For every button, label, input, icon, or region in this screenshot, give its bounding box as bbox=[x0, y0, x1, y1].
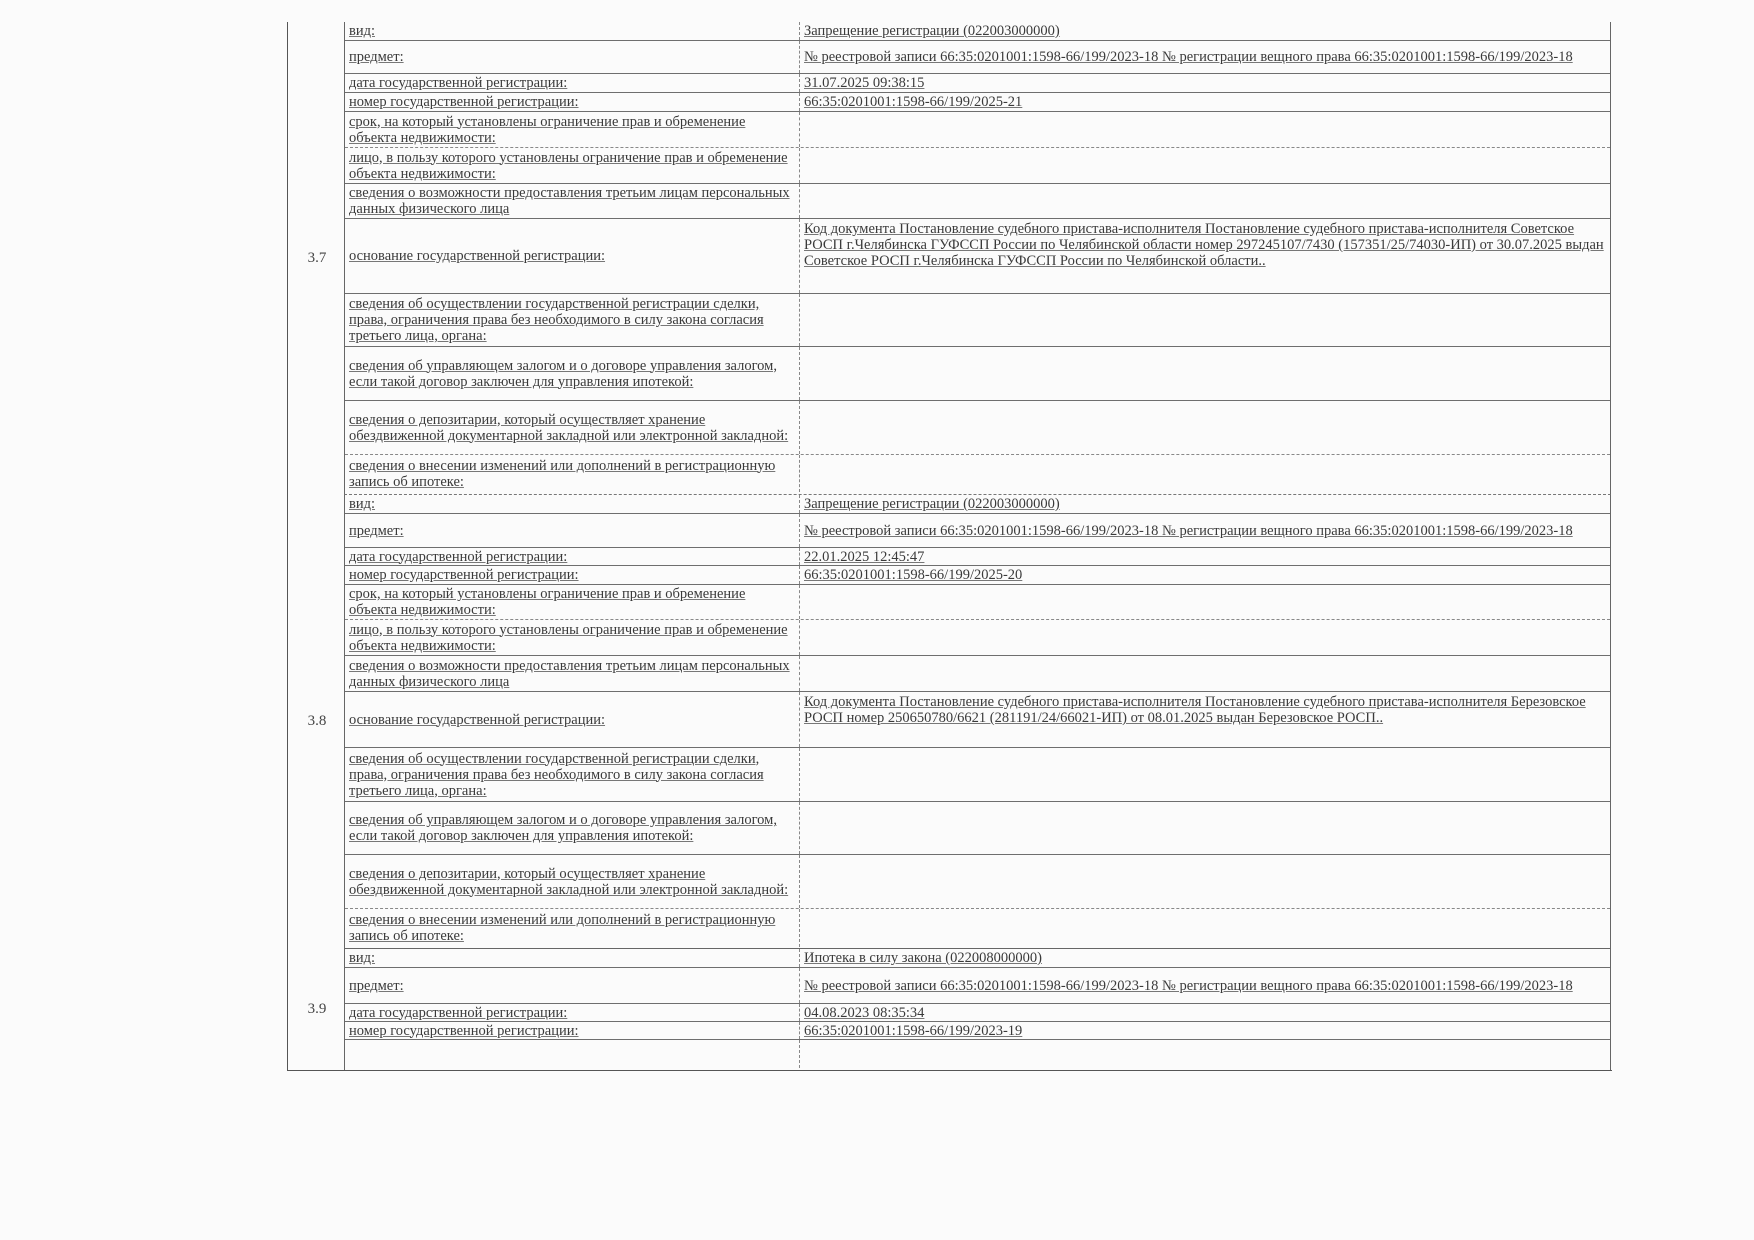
field-label: сведения о депозитарии, который осуществляет хранение обездвиженной документарной закладной или электронной закладной: bbox=[345, 855, 800, 908]
section-number: 3.8 bbox=[307, 713, 327, 729]
field-value: 66:35:0201001:1598-66/199/2025-21 bbox=[804, 94, 1023, 110]
field-label: сведения об осуществлении государственной регистрации сделки, права, ограничения права без необходимого в силу закона согласия третьего лица, органа: bbox=[345, 748, 800, 801]
field-label: сведения о возможности предоставления третьим лицам персональных данных физического лица bbox=[345, 184, 800, 218]
field-label: сведения об управляющем залогом и о договоре управления залогом, если такой договор заключен для управления ипотекой: bbox=[345, 802, 800, 854]
field-value: Запрещение регистрации (022003000000) bbox=[804, 496, 1060, 512]
field-value bbox=[800, 347, 1610, 400]
field-value bbox=[800, 748, 1610, 801]
field-label: дата государственной регистрации: bbox=[345, 1004, 800, 1021]
row-litso bbox=[345, 620, 1610, 656]
field-label: сведения об управляющем залогом и о договоре управления залогом, если такой договор заключен для управления ипотекой: bbox=[345, 347, 800, 400]
row-predmet bbox=[345, 968, 1610, 1004]
row-srok bbox=[345, 585, 1610, 620]
field-label: вид: bbox=[345, 495, 800, 513]
field-label: предмет: bbox=[345, 968, 800, 1003]
field-label: предмет: bbox=[345, 41, 800, 73]
row-date bbox=[345, 74, 1610, 93]
field-label: сведения о внесении изменений или дополнений в регистрационную запись об ипотеке: bbox=[345, 909, 800, 947]
row-osnovanie bbox=[345, 219, 1610, 294]
field-label: лицо, в пользу которого установлены ограничение прав и обременение объекта недвижимости: bbox=[345, 148, 800, 183]
row-soglasie bbox=[345, 294, 1610, 347]
field-label: дата государственной регистрации: bbox=[345, 74, 800, 92]
field-value bbox=[800, 855, 1610, 908]
row-predmet bbox=[345, 41, 1610, 74]
field-value bbox=[800, 401, 1610, 454]
field-label: сведения о депозитарии, который осуществляет хранение обездвиженной документарной закладной или электронной закладной: bbox=[345, 401, 800, 454]
field-value bbox=[800, 294, 1610, 346]
field-value: № реестровой записи 66:35:0201001:1598-66/199/2023-18 № регистрации вещного права 66:35:0201001:1598-66/199/2023-18 bbox=[804, 522, 1573, 539]
row-litso bbox=[345, 148, 1610, 184]
row-osnovanie bbox=[345, 692, 1610, 748]
row-predmet bbox=[345, 514, 1610, 548]
field-value: Код документа Постановление судебного пристава-исполнителя Постановление судебного пристава-исполнителя Советское РОСП г.Челябинска ГУФССП России по Челябинской области номер 297245107/7430 (157351/25/74030-ИП) от 30.07.2025 выдан Советское РОСП г.Челябинска ГУФССП России по Челябинской области.. bbox=[804, 221, 1604, 269]
row-vid bbox=[345, 495, 1610, 514]
field-label: срок, на который установлены ограничение прав и обременение объекта недвижимости: bbox=[345, 112, 800, 147]
field-label: срок, на который установлены ограничение прав и обременение объекта недвижимости: bbox=[345, 585, 800, 619]
field-label: основание государственной регистрации: bbox=[345, 219, 800, 293]
row-number bbox=[345, 566, 1610, 585]
extract-document bbox=[287, 22, 1612, 1071]
row-vid bbox=[345, 949, 1610, 968]
field-value bbox=[800, 656, 1610, 691]
field-value bbox=[800, 585, 1610, 619]
section-number: 3.9 bbox=[307, 1001, 327, 1017]
field-label: вид: bbox=[345, 949, 800, 967]
field-label: предмет: bbox=[345, 514, 800, 547]
field-label: сведения об осуществлении государственной регистрации сделки, права, ограничения права без необходимого в силу закона согласия третьего лица, органа: bbox=[345, 294, 800, 346]
section-3-8 bbox=[307, 494, 1611, 948]
row-empty bbox=[345, 1040, 1610, 1068]
field-value: 31.07.2025 09:38:15 bbox=[804, 75, 925, 91]
field-value: № реестровой записи 66:35:0201001:1598-66/199/2023-18 № регистрации вещного права 66:35:0201001:1598-66/199/2023-18 bbox=[804, 977, 1573, 994]
row-date bbox=[345, 1004, 1610, 1022]
field-value: 04.08.2023 08:35:34 bbox=[804, 1004, 925, 1021]
row-srok bbox=[345, 112, 1610, 148]
field-value: 22.01.2025 12:45:47 bbox=[804, 548, 925, 565]
section-number: 3.7 bbox=[307, 249, 327, 266]
row-depozitariy bbox=[345, 401, 1610, 455]
section-3-9 bbox=[307, 948, 1611, 1070]
field-label bbox=[345, 1040, 800, 1068]
row-izmeneniya bbox=[345, 455, 1610, 492]
field-label: номер государственной регистрации: bbox=[345, 1022, 800, 1039]
row-personal-data bbox=[345, 656, 1610, 692]
row-vid bbox=[345, 22, 1610, 41]
row-date bbox=[345, 548, 1610, 566]
field-value: 66:35:0201001:1598-66/199/2025-20 bbox=[804, 567, 1023, 583]
field-value bbox=[800, 620, 1610, 655]
field-value bbox=[800, 112, 1610, 147]
field-value: Ипотека в силу закона (022008000000) bbox=[804, 950, 1042, 966]
field-value bbox=[800, 909, 1610, 947]
field-value: № реестровой записи 66:35:0201001:1598-66/199/2023-18 № регистрации вещного права 66:35:0201001:1598-66/199/2023-18 bbox=[804, 49, 1573, 65]
section-3-7 bbox=[307, 22, 1611, 494]
field-label: сведения о внесении изменений или дополнений в регистрационную запись об ипотеке: bbox=[345, 455, 800, 492]
field-value: Запрещение регистрации (022003000000) bbox=[804, 23, 1060, 39]
field-value bbox=[800, 184, 1610, 218]
field-label: дата государственной регистрации: bbox=[345, 548, 800, 565]
row-personal-data bbox=[345, 184, 1610, 219]
field-label: основание государственной регистрации: bbox=[345, 692, 800, 747]
field-value bbox=[800, 802, 1610, 854]
row-izmeneniya bbox=[345, 909, 1610, 947]
row-depozitariy bbox=[345, 855, 1610, 909]
field-label: номер государственной регистрации: bbox=[345, 93, 800, 111]
field-label: лицо, в пользу которого установлены ограничение прав и обременение объекта недвижимости: bbox=[345, 620, 800, 655]
row-upravlyayushchiy bbox=[345, 802, 1610, 855]
field-value bbox=[800, 1040, 1610, 1068]
row-upravlyayushchiy bbox=[345, 347, 1610, 401]
row-number bbox=[345, 1022, 1610, 1040]
field-value bbox=[800, 455, 1610, 492]
row-number bbox=[345, 93, 1610, 112]
row-soglasie bbox=[345, 748, 1610, 802]
field-label: сведения о возможности предоставления третьим лицам персональных данных физического лица bbox=[345, 656, 800, 691]
field-label: номер государственной регистрации: bbox=[345, 566, 800, 584]
field-value bbox=[800, 148, 1610, 183]
field-value: Код документа Постановление судебного пристава-исполнителя Постановление судебного пристава-исполнителя Березовское РОСП номер 250650780/6621 (281191/24/66021-ИП) от 08.01.2025 выдан Березовское РОСП.. bbox=[804, 694, 1586, 726]
field-value: 66:35:0201001:1598-66/199/2023-19 bbox=[804, 1022, 1023, 1039]
field-label: вид: bbox=[345, 22, 800, 40]
